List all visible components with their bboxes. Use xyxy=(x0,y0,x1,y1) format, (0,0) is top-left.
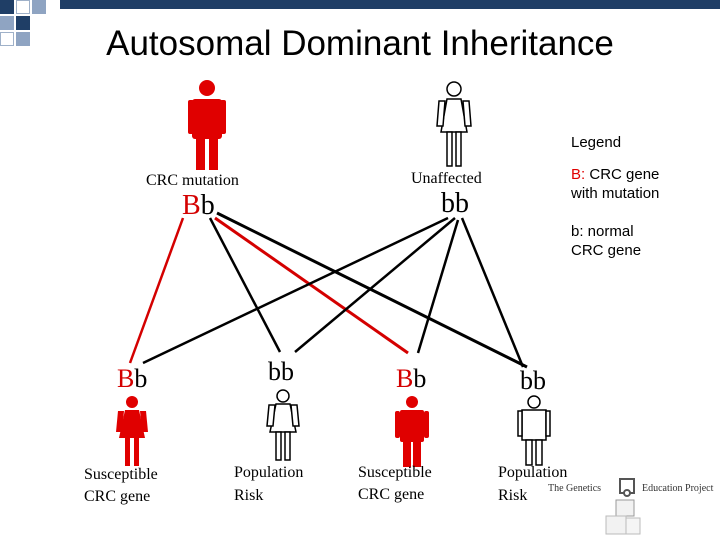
legend-b-lower-text: normal xyxy=(583,223,634,240)
logo-text-right: Education Project xyxy=(642,483,714,494)
logo-text-left: The Genetics xyxy=(548,483,602,494)
legend-b-upper-text: CRC gene xyxy=(585,166,660,183)
father-label: CRC mutation xyxy=(146,172,239,189)
line-mother-child4 xyxy=(462,218,523,367)
legend-b-lower-text-2: CRC gene xyxy=(571,242,642,259)
child2-genotype: bb xyxy=(268,357,294,386)
child1-female-affected-icon xyxy=(114,395,150,467)
child3-caption xyxy=(358,462,432,506)
child1-genotype: Bb xyxy=(117,364,148,393)
child4-male-unaffected-icon xyxy=(516,394,552,466)
legend-b-upper-key: B: xyxy=(571,166,586,183)
father-male-affected-icon xyxy=(186,80,228,170)
line-mother-child2 xyxy=(295,218,455,352)
child4-caption-line2: Risk xyxy=(498,487,528,504)
mother-female-unaffected-icon xyxy=(436,80,472,168)
child2-caption xyxy=(234,461,303,507)
line-father-child1 xyxy=(130,218,183,363)
legend-heading: Legend xyxy=(571,134,622,151)
child2-female-unaffected-icon xyxy=(265,388,301,462)
line-mother-child3 xyxy=(418,220,458,353)
child4-caption-line1: Population xyxy=(498,464,568,481)
child1-caption-line2: CRC gene xyxy=(84,488,151,505)
child2-caption-line1: Population xyxy=(234,464,304,481)
child1-caption xyxy=(84,464,158,508)
line-father-child4 xyxy=(217,213,527,367)
child1-caption-line1: Susceptible xyxy=(84,466,158,483)
child3-genotype: Bb xyxy=(396,364,427,393)
child2-caption-line2: Risk xyxy=(234,487,264,504)
child3-caption-line1: Susceptible xyxy=(358,464,432,481)
legend-b-upper xyxy=(571,165,659,203)
line-mother-child1 xyxy=(143,218,448,363)
father-genotype: Bb xyxy=(182,190,215,221)
mother-label: Unaffected xyxy=(411,170,482,187)
legend-b-upper-text-2: with mutation xyxy=(571,185,660,202)
child3-male-affected-icon xyxy=(394,395,430,467)
legend-b-lower-key: b: xyxy=(571,223,584,240)
legend-b-lower xyxy=(571,222,641,260)
child3-caption-line2: CRC gene xyxy=(358,486,425,503)
child4-genotype: bb xyxy=(520,366,546,395)
puzzle-logo-icon xyxy=(600,476,644,540)
page-title: Autosomal Dominant Inheritance xyxy=(106,24,614,63)
mother-genotype: bb xyxy=(441,188,469,219)
